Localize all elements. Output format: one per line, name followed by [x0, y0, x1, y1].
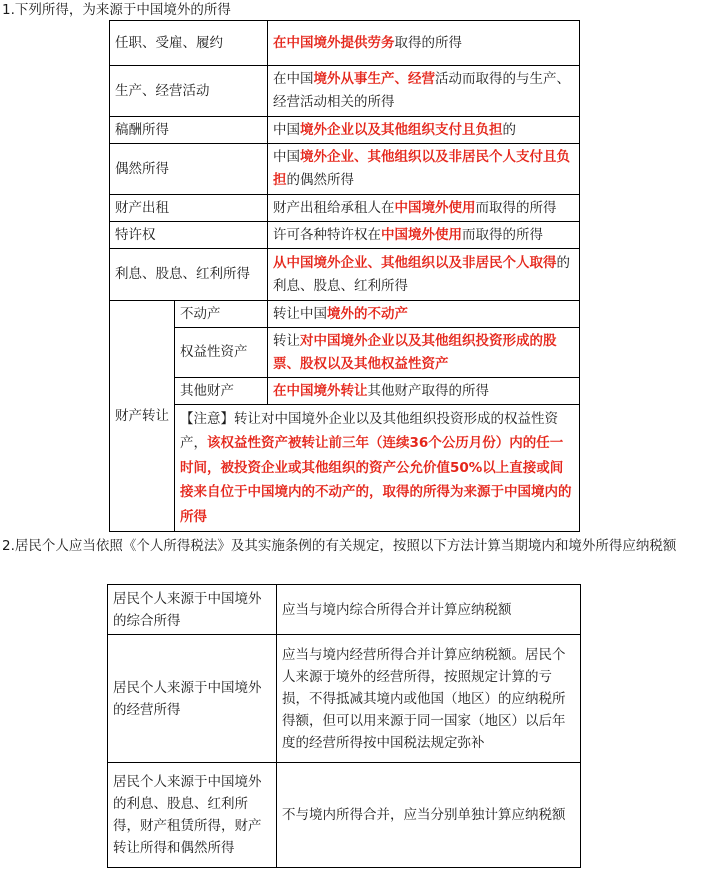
- highlighted-text: 对中国境外企业以及其他组织投资形成的股票、股权以及其他权益性资产: [273, 332, 557, 372]
- sub-row-label: 权益性资产: [175, 328, 268, 378]
- row-label: 生产、经营活动: [110, 66, 268, 117]
- section-2-heading: 2.居民个人应当依照《个人所得税法》及其实施条例的有关规定，按照以下方法计算当期境内和境外所得应纳税额: [2, 538, 677, 554]
- sub-row-content: [268, 328, 580, 378]
- plain-text: 中国: [273, 121, 300, 138]
- highlighted-text: 境外从事生产、经营: [313, 71, 435, 87]
- highlighted-text: 境外企业以及其他组织支付且负担: [300, 121, 503, 138]
- plain-text: 转让: [273, 332, 300, 349]
- plain-text: 财产出租给承租人在: [273, 199, 395, 216]
- plain-text: 活动而取得的与生产、经营活动相关的所得: [273, 71, 570, 110]
- row-label: 财产出租: [110, 195, 268, 222]
- highlighted-text: 境外企业、其他组织以及非居民个人支付且负担: [273, 149, 570, 188]
- plain-text: 在中国: [273, 71, 314, 87]
- row-label: 偶然所得: [110, 144, 268, 195]
- row-label: 特许权: [110, 222, 268, 249]
- plain-text: 许可各种特许权在: [273, 226, 381, 243]
- highlighted-text: 中国境外使用: [394, 199, 476, 216]
- foreign-income-table: [109, 20, 580, 532]
- sub-row-label: 其他财产: [175, 378, 268, 405]
- row-content: [268, 144, 580, 195]
- highlighted-text: 在中国境外转让: [273, 382, 368, 399]
- row-content: [268, 249, 580, 301]
- plain-text: 的利息、股息、红利所得: [273, 254, 570, 294]
- highlighted-text: 中国境外使用: [381, 226, 462, 243]
- row-label: 居民个人来源于中国境外的经营所得: [108, 635, 277, 763]
- row-label: 利息、股息、红利所得: [110, 249, 268, 301]
- plain-text: 的偶然所得: [286, 172, 354, 188]
- plain-text: 其他财产取得的所得: [367, 382, 489, 399]
- note-cell: [175, 405, 580, 532]
- highlighted-text: 从中国境外企业、其他组织以及非居民个人取得: [273, 254, 557, 271]
- plain-text: 取得的所得: [394, 34, 462, 51]
- resident-tax-table: [107, 584, 581, 868]
- highlighted-text: 该权益性资产被转让前三年（连续36个公历月份）内的任一时间，被投资企业或其他组织的资产公允价值50%以上直接或间接来自位于中国境内的不动产的，取得的所得为来源于中国境内的所得: [180, 435, 572, 525]
- plain-text: 而取得的所得: [475, 199, 557, 216]
- highlighted-text: 在中国境外提供劳务: [273, 34, 395, 51]
- plain-text: 转让中国: [273, 305, 327, 322]
- row-label: 居民个人来源于中国境外的利息、股息、红利所得，财产租赁所得，财产转让所得和偶然所得: [108, 763, 277, 868]
- plain-text: 的: [502, 121, 516, 138]
- property-transfer-label: 财产转让: [110, 301, 175, 532]
- sub-row-content: [268, 301, 580, 328]
- row-content: 不与境内所得合并，应当分别单独计算应纳税额: [277, 763, 581, 868]
- row-content: [268, 117, 580, 144]
- row-content: 应当与境内综合所得合并计算应纳税额: [277, 585, 581, 635]
- sub-row-content: [268, 378, 580, 405]
- row-content: [268, 222, 580, 249]
- row-label: 任职、受雇、履约: [110, 21, 268, 66]
- plain-text: 而取得的所得: [462, 226, 543, 243]
- sub-row-label: 不动产: [175, 301, 268, 328]
- row-content: [268, 195, 580, 222]
- plain-text: 中国: [273, 149, 300, 165]
- row-content: [268, 66, 580, 117]
- highlighted-text: 境外的不动产: [327, 305, 408, 322]
- section-1-heading: 1.下列所得，为来源于中国境外的所得: [2, 2, 231, 18]
- row-label: 稿酬所得: [110, 117, 268, 144]
- row-label: 居民个人来源于中国境外的综合所得: [108, 585, 277, 635]
- row-content: 应当与境内经营所得合并计算应纳税额。居民个人来源于境外的经营所得，按照规定计算的亏损，不得抵减其境内或他国（地区）的应纳税所得额，但可以用来源于同一国家（地区）以后年度的经营所得按中国税法规定弥补: [277, 635, 581, 763]
- row-content: [268, 21, 580, 66]
- plain-text: 【注意】转让对中国境外企业以及其他组织投资形成的权益性资产，: [180, 410, 558, 452]
